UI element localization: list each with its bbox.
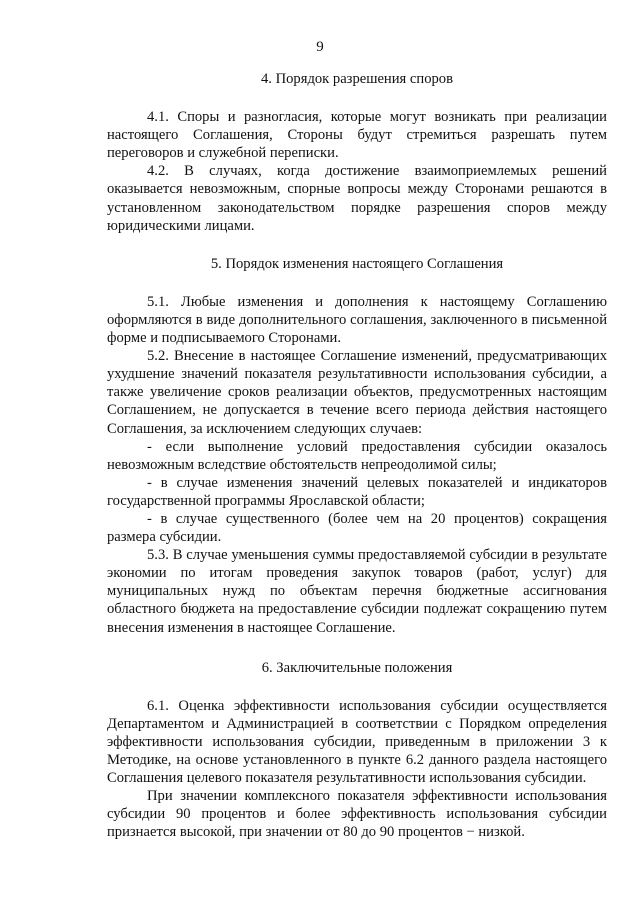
paragraph-5-3: 5.3. В случае уменьшения суммы предоставляемой субсидии в результате экономии по итогам проведения закупок товаров (работ, услуг) для муниципальных нужд по объектам перечня бюджетные ассигнования областного бюджета на предоставление субсидии подлежат сокращению путем внесения изменения в настоящее Соглашение. (107, 547, 607, 636)
list-item-force-majeure: - если выполнение условий предоставления субсидии оказалось невозможным вследствие обстоятельств непреодолимой силы; (107, 438, 607, 473)
section-heading-4: 4. Порядок разрешения споров (261, 71, 453, 87)
list-item-subsidy-reduction: - в случае существенного (более чем на 20 процентов) сокращения размера субсидии. (107, 510, 607, 546)
section-heading-6: 6. Заключительные положения (261, 659, 453, 676)
document-body (107, 70, 607, 841)
paragraph-efficiency-rating: При значении комплексного показателя эффективности использования субсидии 90 процентов и более эффективность использования субсидии признается высокой, при значении от 80 до 90 процентов − низкой. (107, 788, 607, 841)
paragraph-4-2: 4.2. В случаях, когда достижение взаимоприемлемых решений оказывается невозможным, спорные вопросы между Сторонами решаются в установленном законодательством порядке разрешения споров между юридическими лицами. (107, 163, 607, 234)
paragraph-4-1: 4.1. Споры и разногласия, которые могут возникать при реализации настоящего Соглашения, Стороны будут стремиться разрешать путем переговоров и служебной переписки. (107, 109, 607, 162)
page-number: 9 (316, 39, 324, 55)
paragraph-6-1: 6.1. Оценка эффективности использования субсидии осуществляется Департаментом и Администрацией в соответствии с Порядком определения эффективности использования субсидии, приведенным в приложении 3 к Методике, на основе установленного в пункте 6.2 данного раздела настоящего Соглашения целевого показателя результативности использования субсидии. (107, 697, 607, 787)
list-item-target-indicators: - в случае изменения значений целевых показателей и индикаторов государственной программы Ярославской области; (107, 474, 607, 509)
section-heading-5: 5. Порядок изменения настоящего Соглашения (210, 255, 504, 272)
paragraph-5-1: 5.1. Любые изменения и дополнения к настоящему Соглашению оформляются в виде дополнительного соглашения, заключенного в письменной форме и подписываемого Сторонами. (107, 293, 607, 347)
paragraph-5-2: 5.2. Внесение в настоящее Соглашение изменений, предусматривающих ухудшение значений показателя результативности использования субсидии, а также увеличение сроков реализации объектов, предусмотренных настоящим Соглашением, не допускается в течение всего периода действия настоящего Соглашения, за исключением следующих случаев: (107, 348, 607, 437)
